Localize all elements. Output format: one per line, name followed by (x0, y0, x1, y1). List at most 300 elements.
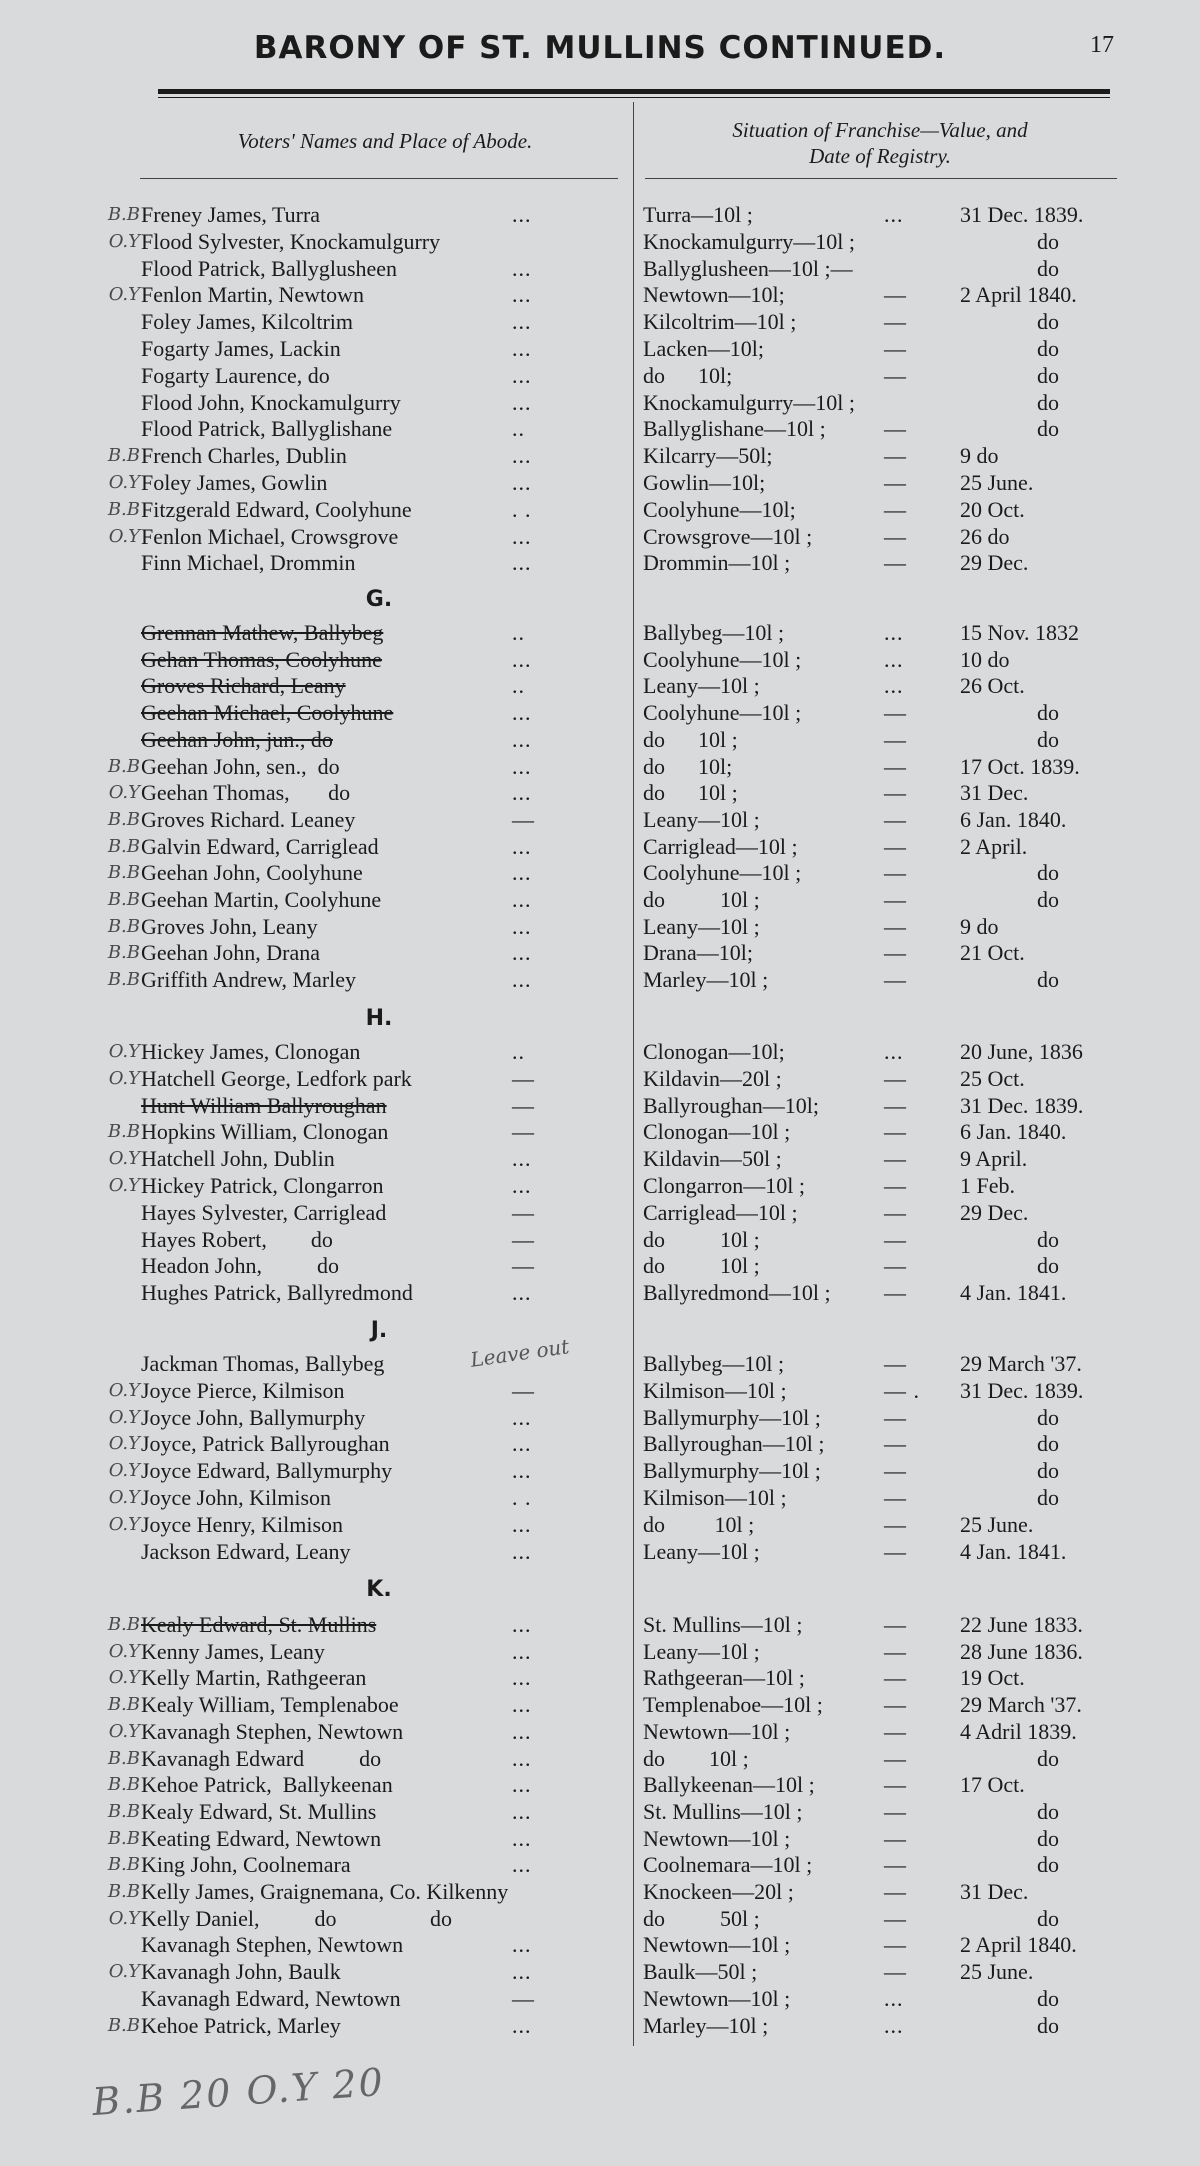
registry-mark: B.B (107, 2014, 140, 2036)
franchise-situation: Kilmison—10l ; (643, 1377, 787, 1403)
franchise-situation: Ballyglusheen—10l ;— (643, 255, 853, 281)
franchise-situation: Knockeen—20l ; (643, 1879, 794, 1904)
leader-dots: ... (512, 646, 532, 672)
registry-mark: O.Y (108, 1720, 140, 1742)
leader-dots: ... (512, 336, 532, 361)
leader-dots: — (884, 1852, 907, 1878)
voter-row (0, 1145, 1200, 1172)
leader-dots: ... (512, 1932, 532, 1958)
voter-row (0, 1118, 1200, 1145)
voter-name: Fogarty James, Lackin (141, 336, 341, 361)
voter-name: Finn Michael, Drommin (141, 550, 356, 576)
voter-name: Fogarty Laurence, do (141, 362, 330, 388)
voter-row (0, 1252, 1200, 1279)
franchise-situation: Coolyhune—10l ; (643, 700, 802, 726)
registry-date: do (1037, 336, 1059, 361)
leader-dots: ... (512, 887, 532, 912)
leader-dots: ... (512, 1431, 532, 1457)
leader-dots: — (512, 1092, 535, 1118)
voter-name: Geehan Martin, Coolyhune (141, 887, 382, 912)
leader-dots: ... (512, 2012, 532, 2038)
franchise-situation: do 50l ; (643, 1905, 760, 1931)
leader-dots: — (884, 780, 907, 806)
voter-row (0, 966, 1200, 993)
registry-date: do (1037, 1745, 1059, 1771)
registry-mark: O.Y (108, 1406, 140, 1428)
registry-date: 28 June 1836. (960, 1638, 1083, 1664)
voter-row (0, 1771, 1200, 1798)
franchise-situation: Coolnemara—10l ; (643, 1852, 813, 1878)
leader-dots: — (512, 1377, 535, 1403)
leader-dots: — (884, 336, 907, 361)
registry-mark: B.B (107, 862, 140, 884)
franchise-situation: do 10l ; (643, 1745, 749, 1771)
registry-date: do (1037, 1458, 1059, 1484)
voter-name: Geehan John, sen., do (141, 753, 340, 779)
section-letter-g: G. (365, 587, 393, 612)
registry-date: 31 Dec. 1839. (960, 1092, 1084, 1118)
leader-dots: ... (512, 1718, 532, 1744)
leader-dots: — (884, 550, 907, 576)
voter-name: King John, Coolnemara (141, 1852, 351, 1878)
voter-name: Geehan John, jun., do (141, 726, 333, 752)
voter-name: Groves Richard, Leany (141, 673, 346, 699)
registry-date: do (1037, 967, 1059, 993)
leader-dots: — (884, 443, 907, 469)
franchise-situation: Carriglead—10l ; (643, 833, 798, 859)
registry-date: 31 Dec. 1839. (960, 202, 1084, 227)
voter-row (0, 619, 1200, 646)
franchise-situation: do 10l ; (643, 1226, 760, 1252)
leader-dots: ... (512, 700, 532, 726)
franchise-situation: Newtown—10l ; (643, 1825, 791, 1851)
leader-dots: ... (512, 523, 532, 549)
voter-row (0, 1092, 1200, 1119)
leader-dots: — (884, 1485, 907, 1510)
voter-row (0, 1350, 1200, 1377)
registry-mark: O.Y (108, 1067, 140, 1089)
leader-dots: ... (512, 1638, 532, 1664)
registry-date: do (1037, 1825, 1059, 1851)
franchise-situation: Ballymurphy—10l ; (643, 1458, 821, 1484)
voter-row (0, 1065, 1200, 1092)
leader-dots: — (512, 1226, 535, 1252)
voter-row (0, 1457, 1200, 1484)
leader-dots: — (884, 470, 907, 495)
voter-name: Kenny James, Leany (141, 1638, 325, 1664)
page-title: BARONY OF ST. MULLINS CONTINUED. (253, 30, 947, 66)
franchise-situation: Ballybeg—10l ; (643, 620, 785, 645)
voter-name: Hughes Patrick, Ballyredmond (141, 1280, 413, 1306)
leader-dots: ... (884, 2012, 904, 2038)
leader-dots: ... (512, 1173, 532, 1198)
voter-name: French Charles, Dublin (141, 443, 347, 469)
registry-mark: O.Y (108, 472, 140, 493)
franchise-situation: Marley—10l ; (643, 967, 769, 993)
registry-mark: O.Y (108, 1460, 140, 1482)
section-letter-j: J. (370, 1318, 388, 1343)
voter-row (0, 1851, 1200, 1878)
leader-dots: — (884, 1798, 907, 1824)
franchise-situation: Newtown—10l ; (643, 1932, 791, 1958)
leader-dots: — (884, 1511, 907, 1537)
franchise-situation: Ballyroughan—10l ; (643, 1431, 825, 1457)
leader-dots: — (884, 1431, 907, 1457)
registry-date: do (1037, 887, 1059, 912)
leader-dots: — (884, 806, 907, 832)
leader-dots: — (884, 1538, 907, 1564)
voter-name: Hatchell John, Dublin (141, 1146, 335, 1172)
voter-row (0, 255, 1200, 282)
voter-row (0, 859, 1200, 886)
voter-name: Jackson Edward, Leany (141, 1538, 351, 1564)
voter-row (0, 442, 1200, 469)
registry-date: 31 Dec. 1839. (960, 1377, 1084, 1403)
leader-dots: — (884, 1119, 907, 1145)
registry-mark: O.Y (108, 1513, 140, 1535)
registry-date: 4 Jan. 1841. (960, 1538, 1067, 1564)
voter-name: Flood Patrick, Ballyglusheen (141, 255, 398, 281)
section-letter-k: K. (366, 1577, 392, 1602)
registry-date: do (1037, 726, 1059, 752)
leader-dots: — (884, 940, 907, 966)
registry-date: 25 June. (960, 470, 1034, 495)
leader-dots: ... (512, 1280, 532, 1306)
margin-note: Leave out (468, 1334, 571, 1372)
registry-mark: O.Y (108, 1433, 140, 1455)
leader-dots: — (512, 1253, 535, 1279)
leader-dots: ... (512, 1772, 532, 1798)
registry-mark: B.B (107, 1747, 140, 1769)
voter-row (0, 672, 1200, 699)
leader-dots: ... (512, 470, 532, 495)
registry-date: 9 do (960, 913, 999, 939)
leader-dots: ... (884, 1039, 904, 1064)
registry-date: do (1037, 1226, 1059, 1252)
voter-name: Jackman Thomas, Ballybeg (141, 1351, 385, 1376)
voter-row (0, 335, 1200, 362)
registry-date: do (1037, 416, 1059, 442)
franchise-situation: Newtown—10l ; (643, 1985, 791, 2011)
voter-row (0, 1958, 1200, 1985)
voter-row (0, 523, 1200, 550)
section-letter-h: H. (365, 1006, 393, 1031)
franchise-situation: Gowlin—10l; (643, 470, 766, 495)
voter-row (0, 469, 1200, 496)
leader-dots: — (884, 496, 907, 522)
voter-row (0, 1279, 1200, 1306)
voter-row (0, 1199, 1200, 1226)
registry-mark: O.Y (108, 230, 140, 252)
voter-name: Foley James, Gowlin (141, 470, 328, 495)
voter-name: Joyce, Patrick Ballyroughan (141, 1431, 390, 1457)
voter-name: Flood John, Knockamulgurry (141, 389, 401, 415)
voter-row (0, 1798, 1200, 1825)
registry-mark: O.Y (108, 1640, 140, 1662)
registry-mark: O.Y (108, 782, 140, 804)
franchise-situation: Coolyhune—10l ; (643, 860, 802, 886)
voter-name: Fenlon Martin, Newtown (141, 282, 365, 308)
voter-name: Hayes Sylvester, Carriglead (141, 1199, 387, 1225)
voter-row (0, 1718, 1200, 1745)
registry-date: 2 April 1840. (960, 282, 1077, 308)
column-header-situation (650, 117, 1110, 170)
leader-dots: — (884, 362, 907, 388)
voter-row (0, 1825, 1200, 1852)
voter-name: Hunt William Ballyroughan (141, 1092, 387, 1118)
franchise-situation: Drana—10l; (643, 940, 753, 966)
leader-dots: — (884, 1065, 907, 1091)
registry-mark: B.B (107, 1881, 140, 1902)
voter-name: Keating Edward, Newtown (141, 1825, 382, 1851)
leader-dots: — (884, 1280, 907, 1306)
franchise-situation: Kilcarry—50l; (643, 443, 773, 469)
leader-dots: ... (512, 443, 532, 469)
registry-date: 2 April 1840. (960, 1932, 1077, 1958)
leader-dots: ... (884, 620, 904, 645)
voter-name: Hayes Robert, do (141, 1226, 333, 1252)
franchise-situation: do 10l ; (643, 887, 760, 912)
leader-dots: — (884, 1199, 907, 1225)
leader-dots: ... (512, 780, 532, 806)
registry-date: 6 Jan. 1840. (960, 806, 1067, 832)
franchise-situation: do 10l ; (643, 1253, 760, 1279)
registry-mark: B.B (107, 942, 140, 964)
leader-dots: — (884, 1612, 907, 1637)
franchise-situation: Kildavin—20l ; (643, 1065, 782, 1091)
registry-date: 31 Dec. (960, 1879, 1029, 1904)
voter-row (0, 1611, 1200, 1638)
leader-dots: ... (512, 1458, 532, 1484)
voter-row (0, 201, 1200, 228)
registry-date: 9 do (960, 443, 999, 469)
registry-mark: O.Y (108, 1379, 140, 1401)
franchise-situation: do 10l; (643, 753, 733, 779)
franchise-situation: Leany—10l ; (643, 1638, 760, 1664)
leader-dots: .. (512, 1039, 525, 1064)
leader-dots: ... (512, 202, 532, 227)
leader-dots: — (884, 753, 907, 779)
leader-dots: — (884, 282, 907, 308)
voter-name: Fenlon Michael, Crowsgrove (141, 523, 399, 549)
leader-dots: ... (512, 860, 532, 886)
leader-dots: — (884, 1745, 907, 1771)
leader-dots: — (884, 309, 907, 335)
voter-name: Kelly Daniel, do do (141, 1905, 453, 1931)
registry-mark: B.B (107, 1827, 140, 1849)
franchise-situation: Turra—10l ; (643, 202, 753, 227)
franchise-situation: St. Mullins—10l ; (643, 1798, 803, 1824)
voter-row (0, 1878, 1200, 1905)
voter-row (0, 939, 1200, 966)
registry-date: 20 Oct. (960, 496, 1025, 522)
leader-dots: — (884, 1665, 907, 1691)
franchise-situation: do 10l ; (643, 1511, 755, 1537)
voter-row (0, 389, 1200, 416)
leader-dots: ... (512, 940, 532, 966)
registry-mark: B.B (107, 1800, 140, 1822)
franchise-situation: Newtown—10l; (643, 282, 785, 308)
leader-dots: ... (512, 1959, 532, 1985)
leader-dots: ... (512, 1146, 532, 1172)
voter-name: Galvin Edward, Carriglead (141, 833, 379, 859)
leader-dots: — (884, 523, 907, 549)
voter-row (0, 833, 1200, 860)
voter-row (0, 886, 1200, 913)
voter-name: Kelly Martin, Rathgeeran (141, 1665, 367, 1691)
column-header-voters: Voters' Names and Place of Abode. (237, 129, 533, 153)
voter-name: Hatchell George, Ledfork park (141, 1065, 412, 1091)
voter-row (0, 806, 1200, 833)
voter-name: Groves John, Leany (141, 913, 318, 939)
leader-dots: — (884, 1692, 907, 1718)
voter-row (0, 1931, 1200, 1958)
voter-name: Headon John, do (141, 1253, 339, 1279)
leader-dots: ... (512, 1852, 532, 1878)
voter-name: Geehan John, Drana (141, 940, 320, 966)
registry-date: 4 Jan. 1841. (960, 1280, 1067, 1306)
registry-date: 22 June 1833. (960, 1612, 1083, 1637)
leader-dots: — (884, 1825, 907, 1851)
franchise-situation: Baulk—50l ; (643, 1959, 758, 1985)
leader-dots: — (884, 1146, 907, 1172)
voter-name: Kehoe Patrick, Marley (141, 2012, 341, 2038)
header-rule (158, 89, 1110, 94)
leader-dots: — (884, 1092, 907, 1118)
page-number: 17 (1090, 32, 1114, 58)
leader-dots: ... (512, 1538, 532, 1564)
registry-mark: O.Y (108, 1667, 140, 1689)
voter-name: Kehoe Patrick, Ballykeenan (141, 1772, 393, 1798)
franchise-situation: Clonogan—10l ; (643, 1119, 791, 1145)
voter-row (0, 1430, 1200, 1457)
leader-dots: ... (884, 646, 904, 672)
franchise-situation: Kilmison—10l ; (643, 1485, 787, 1510)
voter-row (0, 496, 1200, 523)
voter-name: Flood Patrick, Ballyglishane (141, 416, 393, 442)
franchise-situation: Leany—10l ; (643, 806, 760, 832)
leader-dots: ... (512, 1511, 532, 1537)
leader-dots: ... (512, 309, 532, 335)
registry-mark: O.Y (108, 1041, 140, 1062)
voter-row (0, 913, 1200, 940)
franchise-situation: Knockamulgurry—10l ; (643, 389, 856, 415)
voter-row (0, 1038, 1200, 1065)
voter-row (0, 1404, 1200, 1431)
registry-date: do (1037, 1431, 1059, 1457)
leader-dots: ... (512, 282, 532, 308)
leader-dots: — (884, 860, 907, 886)
registry-date: 25 Oct. (960, 1065, 1025, 1091)
franchise-situation: Clongarron—10l ; (643, 1173, 805, 1198)
leader-dots: ... (512, 913, 532, 939)
franchise-situation: Ballykeenan—10l ; (643, 1772, 815, 1798)
voter-name: Foley James, Kilcoltrim (141, 309, 354, 335)
leader-dots: — (884, 1351, 907, 1376)
registry-mark: B.B (107, 889, 140, 910)
voter-row (0, 646, 1200, 673)
franchise-situation: Newtown—10l ; (643, 1718, 791, 1744)
registry-date: do (1037, 1852, 1059, 1878)
registry-date: do (1037, 1253, 1059, 1279)
voter-row (0, 415, 1200, 442)
voter-name: Gehan Thomas, Coolyhune (141, 646, 382, 672)
franchise-situation: Clonogan—10l; (643, 1039, 785, 1064)
franchise-situation: St. Mullins—10l ; (643, 1612, 803, 1637)
registry-date: 25 June. (960, 1511, 1034, 1537)
registry-mark: O.Y (108, 284, 140, 306)
franchise-situation: Lacken—10l; (643, 336, 764, 361)
registry-date: do (1037, 362, 1059, 388)
leader-dots: . . (512, 496, 532, 522)
voter-row (0, 779, 1200, 806)
registry-mark: B.B (107, 755, 140, 777)
voter-name: Kealy Edward, St. Mullins (141, 1612, 377, 1637)
registry-mark: B.B (107, 445, 140, 467)
franchise-situation: Ballyredmond—10l ; (643, 1280, 831, 1306)
voter-name: Geehan Michael, Coolyhune (141, 700, 394, 726)
leader-dots: — (884, 967, 907, 993)
voter-name: Hickey Patrick, Clongarron (141, 1173, 384, 1198)
registry-date: 17 Oct. (960, 1772, 1025, 1798)
registry-date: do (1037, 2012, 1059, 2038)
franchise-situation: Kildavin—50l ; (643, 1146, 782, 1172)
column-rule-left (140, 178, 618, 179)
leader-dots: — (512, 806, 535, 832)
leader-dots: ... (884, 1985, 904, 2011)
registry-date: do (1037, 1905, 1059, 1931)
registry-date: 31 Dec. (960, 780, 1029, 806)
leader-dots: — (884, 1226, 907, 1252)
leader-dots: — (884, 1458, 907, 1484)
column-header-situation-line2: Date of Registry. (809, 144, 951, 169)
voter-name: Kavanagh John, Baulk (141, 1959, 341, 1985)
leader-dots: — (884, 1959, 907, 1985)
header-rule-thin (158, 97, 1110, 98)
franchise-situation: Drommin—10l ; (643, 550, 791, 576)
voter-name: Grennan Mathew, Ballybeg (141, 620, 384, 645)
leader-dots: — (884, 887, 907, 912)
leader-dots: — (884, 416, 907, 442)
registry-mark: B.B (107, 915, 140, 937)
franchise-situation: Carriglead—10l ; (643, 1199, 798, 1225)
registry-mark: B.B (107, 204, 140, 225)
leader-dots: ... (512, 967, 532, 993)
franchise-situation: Coolyhune—10l ; (643, 646, 802, 672)
registry-date: 6 Jan. 1840. (960, 1119, 1067, 1145)
registry-mark: B.B (107, 835, 140, 857)
registry-date: 2 April. (960, 833, 1028, 859)
voter-name: Freney James, Turra (141, 202, 321, 227)
leader-dots: — . (884, 1377, 920, 1403)
voter-name: Joyce Henry, Kilmison (141, 1511, 344, 1537)
registry-date: 29 March '37. (960, 1692, 1082, 1718)
leader-dots: ... (512, 1798, 532, 1824)
registry-mark: O.Y (108, 525, 140, 547)
registry-date: 20 June, 1836 (960, 1039, 1083, 1064)
leader-dots: . . (512, 1485, 532, 1510)
leader-dots: ... (512, 255, 532, 281)
registry-date: 1 Feb. (960, 1173, 1015, 1198)
registry-date: 25 June. (960, 1959, 1034, 1985)
voter-row (0, 1745, 1200, 1772)
voter-name: Joyce John, Kilmison (141, 1485, 332, 1510)
franchise-situation: Coolyhune—10l; (643, 496, 796, 522)
voter-row (0, 1985, 1200, 2012)
registry-date: do (1037, 1985, 1059, 2011)
registry-mark: O.Y (108, 1175, 140, 1196)
franchise-situation: Ballymurphy—10l ; (643, 1404, 821, 1430)
